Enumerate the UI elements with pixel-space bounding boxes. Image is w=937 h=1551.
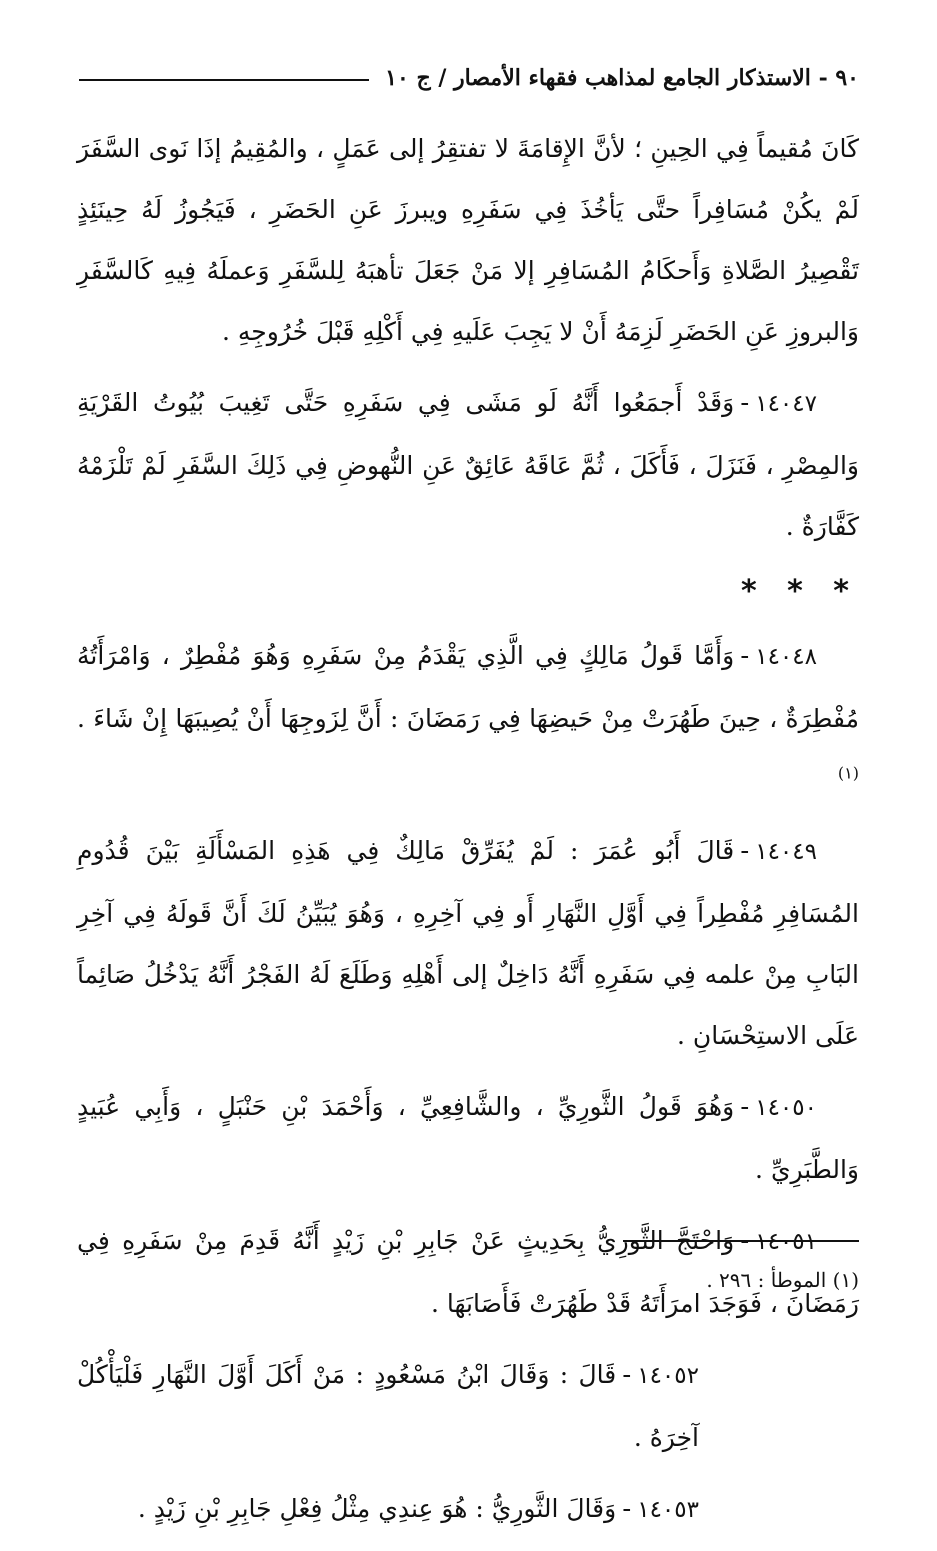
body-text bbox=[77, 118, 859, 1551]
paragraph-dash: - bbox=[740, 641, 750, 670]
paragraph-14052 bbox=[77, 1344, 859, 1468]
paragraph-text: قَالَ : وَقَالَ ابْنُ مَسْعُودٍ : مَنْ أَكَلَ أَوَّلَ النَّهَارِ فَلْيَأْكُلْ آخِرَهُ . bbox=[77, 1360, 699, 1452]
paragraph-14053 bbox=[77, 1478, 859, 1541]
footnote-reference[interactable]: (١) bbox=[837, 763, 859, 783]
paragraph-text: وَاحْتَجَّ الثَّورِيُّ بِحَدِيثٍ عَنْ جَابِرِ بْنِ زَيْدٍ أَنَّهُ قَدِمَ مِنْ سَفَرِهِ فِي رَمَضَانَ ، فَوَجَدَ امرَأَتَهُ قَدْ طَهُرَتْ فَأَصَابَهَا . bbox=[77, 1226, 859, 1318]
paragraph-dash: - bbox=[740, 836, 750, 865]
paragraph-text: قَالَ أَبُو عُمَرَ : لَمْ يُفَرِّقْ مَالِكٌ فِي هَذِهِ المَسْأَلَةِ بَيْنَ قُدُومِ المُسَافِرِ مُفْطِراً فِي أَوَّلِ النَّهَارِ أَو فِي آخِرِهِ ، وَهُوَ يُبَيِّنُ لَكَ أَنَّ قَولَهُ فِي آخِرِ البَابِ مِنْ علمه فِي سَفَرِهِ أَنَّهُ دَاخِلٌ إلى أَهْلِهِ وَطَلَعَ لَهُ الفَجْرُ أَنَّهُ يَدْخُلُ صَائِماً عَلَى الاستِحْسَانِ . bbox=[77, 836, 859, 1050]
paragraph-continuation bbox=[77, 118, 859, 362]
paragraph-dash: - bbox=[622, 1360, 632, 1389]
paragraph-dash: - bbox=[740, 1092, 750, 1121]
footnote-rule bbox=[623, 1240, 859, 1242]
paragraph-number: ١٤٠٥٠ bbox=[755, 1095, 817, 1121]
paragraph-text: وَقَدْ أَجمَعُوا أَنَّهُ لَو مَشَى فِي سَفَرِهِ حَتَّى تَغِيبَ بُيُوتُ القَرْيَةِ وَالمِصْرِ ، فَنَزَلَ ، فَأَكَلَ ، ثُمَّ عَاقَهُ عَائِقٌ عَنِ النُّهوضِ فِي ذَلِكَ السَّفَرِ لَمْ تَلْزَمْهُ كَفَّارَةٌ . bbox=[77, 388, 859, 541]
paragraph-text: وَقَالَ الثَّورِيُّ : هُوَ عِندِي مِثْلُ فِعْلِ جَابِرِ بْنِ زَيْدٍ . bbox=[137, 1494, 617, 1523]
paragraph-14048 bbox=[77, 625, 859, 810]
header-title: ٩٠ - الاستذكار الجامع لمذاهب فقهاء الأمصار / ج ١٠ bbox=[385, 65, 859, 91]
paragraph-text: كَانَ مُقيماً فِي الحِينِ ؛ لأنَّ الإِقامَةَ لا تفتقِرُ إلى عَمَلٍ ، والمُقِيمُ إذَا نَوى السَّفَرَ لَمْ يكُنْ مُسَافِراً حتَّى يَأخُذَ فِي سَفَرِهِ ويبرزَ عَنِ الحَضَرِ ، فَيَجُوزُ لَهُ حِينَئِذٍ تَقْصِيرُ الصَّلاةِ وَأَحكَامُ المُسَافِرِ إلا مَنْ جَعَلَ تأهبَهُ لِلسَّفَرِ وَعملَهُ فِيهِ كَالسَّفَرِ وَالبروزِ عَنِ الحَضَرِ لَزِمَهُ أَنْ لا يَجِبَ عَلَيهِ فِي أَكْلِهِ قَبْلَ خُرُوجِهِ . bbox=[77, 134, 859, 346]
paragraph-text: وَهُوَ قَولُ الثَّورِيِّ ، والشَّافِعِيِّ ، وَأَحْمَدَ بْنِ حَنْبَلٍ ، وَأَبِي عُبَيدٍ وَالطَّبَرِيِّ . bbox=[77, 1092, 859, 1184]
paragraph-14050 bbox=[77, 1076, 859, 1200]
paragraph-number: ١٤٠٥٢ bbox=[637, 1363, 699, 1389]
paragraph-number: ١٤٠٥٣ bbox=[637, 1497, 699, 1523]
paragraph-text: وَأَمَّا قَولُ مَالِكٍ فِي الَّذِي يَقْدَمُ مِنْ سَفَرِهِ وَهُوَ مُفْطِرٌ ، وَامْرَأَتُهُ مُفْطِرَةٌ ، حِينَ طَهُرَتْ مِنْ حَيضِهَا فِي رَمَضَانَ : أَنَّ لِزَوجِهَا أَنْ يُصِيبَهَا إِنْ شَاءَ . bbox=[77, 641, 859, 733]
paragraph-14049 bbox=[77, 820, 859, 1066]
footnote: (١) الموطأ : ٢٩٦ . bbox=[706, 1268, 859, 1292]
paragraph-number: ١٤٠٤٧ bbox=[755, 391, 817, 417]
section-break: * * * bbox=[741, 574, 859, 609]
paragraph-dash: - bbox=[740, 1226, 750, 1255]
paragraph-number: ١٤٠٤٨ bbox=[755, 644, 817, 670]
paragraph-number: ١٤٠٥١ bbox=[755, 1229, 817, 1255]
running-header bbox=[79, 58, 859, 98]
paragraph-14047 bbox=[77, 372, 859, 557]
paragraph-number: ١٤٠٤٩ bbox=[755, 839, 817, 865]
paragraph-dash: - bbox=[622, 1494, 632, 1523]
paragraph-dash: - bbox=[740, 388, 750, 417]
header-rule bbox=[79, 79, 369, 81]
